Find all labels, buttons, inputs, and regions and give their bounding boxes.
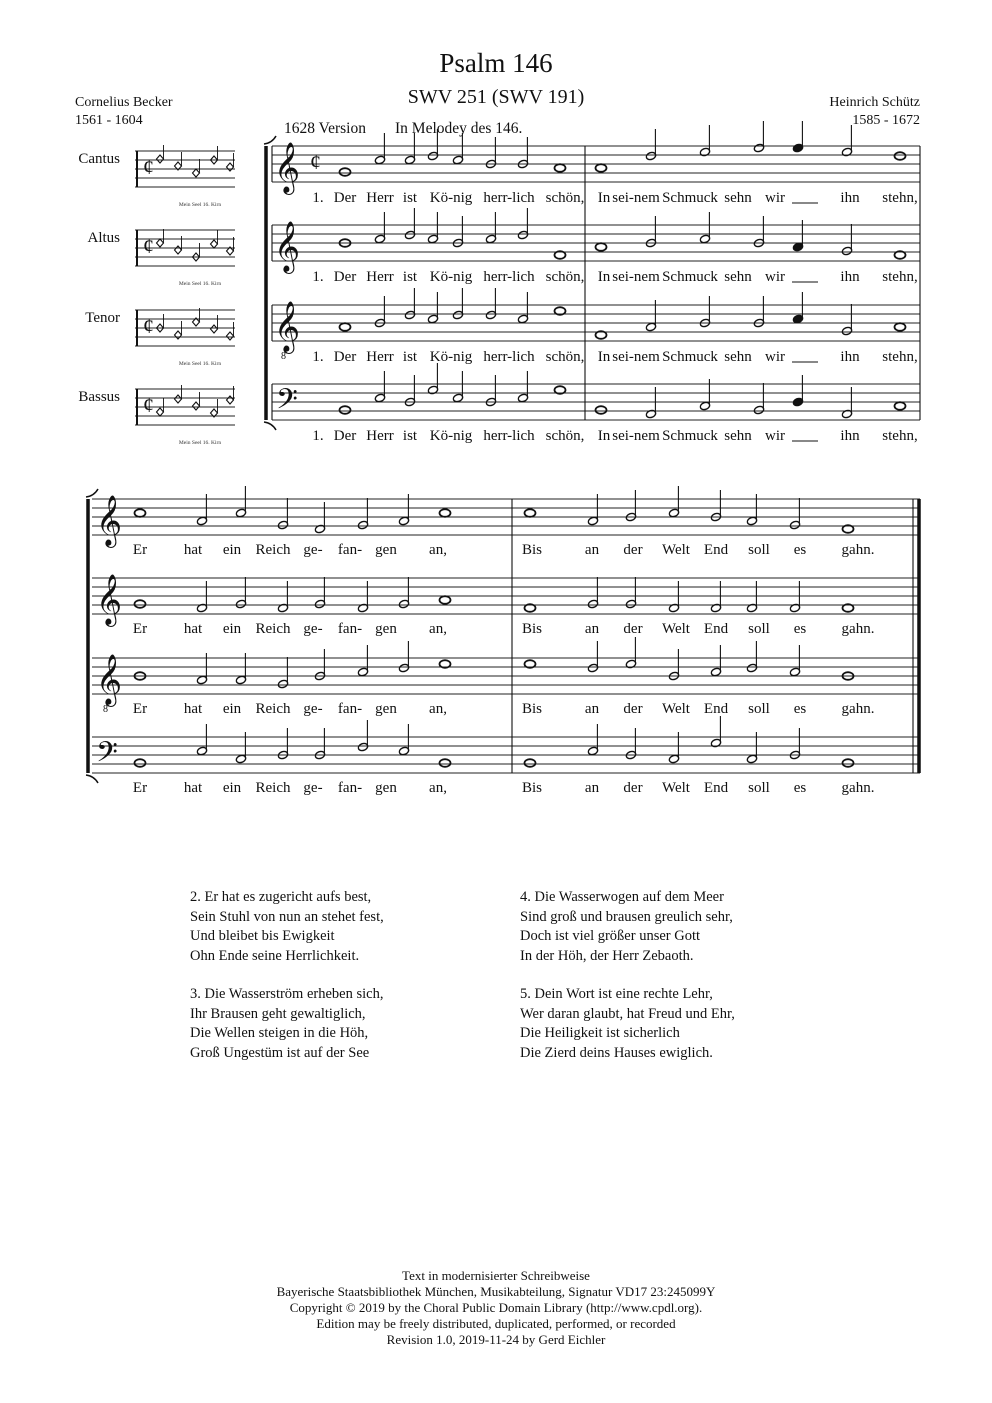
lyric-syllable: an bbox=[584, 542, 600, 558]
lyric-syllable: herr-lich bbox=[483, 349, 535, 365]
lyric-syllable: ge- bbox=[303, 621, 323, 637]
lyric-syllable: herr-lich bbox=[483, 190, 535, 206]
lyric-syllable: hat bbox=[183, 621, 203, 637]
incipit-note bbox=[211, 240, 218, 248]
lyric-syllable: End bbox=[703, 780, 729, 796]
lyric-syllable: sehn bbox=[724, 190, 752, 206]
lyric-syllable: sehn bbox=[724, 349, 752, 365]
incipit-note bbox=[227, 396, 234, 404]
verse-line: Groß Ungestüm ist auf der See bbox=[190, 1044, 370, 1061]
verse-line: Ohn Ende seine Herrlichkeit. bbox=[190, 947, 360, 964]
incipit-note bbox=[175, 395, 182, 403]
verse-line: Ihr Brausen geht gewaltiglich, bbox=[190, 1005, 366, 1022]
lyric-syllable: sei-nem bbox=[612, 269, 660, 285]
incipit-text: Mein Seel 16. Kirn bbox=[178, 361, 222, 367]
treble-clef-icon: 𝄞 bbox=[274, 222, 301, 271]
lyric-syllable: Bis bbox=[521, 780, 543, 796]
lyric-syllable: gahn. bbox=[841, 621, 875, 637]
lyric-syllable: gahn. bbox=[841, 542, 875, 558]
lyric-syllable: hat bbox=[183, 701, 203, 717]
lyric-syllable: End bbox=[703, 621, 729, 637]
verse-line: Und bleibet bis Ewigkeit bbox=[190, 928, 335, 944]
footer bbox=[0, 1268, 992, 1348]
lyric-syllable: fan- bbox=[337, 621, 363, 637]
treble-clef-icon: 𝄞 bbox=[96, 575, 123, 624]
lyric-syllable: 1. bbox=[312, 190, 324, 206]
note bbox=[895, 402, 906, 410]
lyric-syllable: an, bbox=[429, 780, 447, 796]
note bbox=[596, 164, 607, 172]
lyric-syllable: gen bbox=[375, 780, 397, 796]
lyric-syllable: Kö-nig bbox=[429, 428, 473, 444]
lyric-syllable: sehn bbox=[724, 428, 752, 444]
note bbox=[555, 164, 566, 172]
lyric-syllable: In bbox=[597, 428, 611, 444]
lyric-syllable: ein bbox=[222, 621, 242, 637]
lyric-syllable: wir bbox=[765, 428, 785, 444]
lyric-syllable: stehn, bbox=[882, 269, 918, 285]
lyric-syllable: Bis bbox=[521, 542, 543, 558]
cut-time-icon: ¢ bbox=[143, 392, 154, 417]
lyric-syllable: an bbox=[584, 780, 600, 796]
lyric-syllable: stehn, bbox=[882, 349, 918, 365]
composer-dates: 1585 - 1672 bbox=[852, 113, 920, 128]
page-title: Psalm 146 bbox=[439, 48, 553, 78]
lyric-syllable: wir bbox=[765, 349, 785, 365]
note bbox=[440, 759, 451, 767]
footer-revision: Revision 1.0, 2019-11-24 by Gerd Eichler bbox=[386, 1332, 606, 1347]
lyric-syllable: herr-lich bbox=[483, 269, 535, 285]
lyric-syllable: der bbox=[623, 621, 643, 637]
bass-clef-icon: 𝄢 bbox=[276, 385, 298, 422]
lyric-syllable: stehn, bbox=[882, 190, 918, 206]
composer-name: Heinrich Schütz bbox=[829, 95, 920, 110]
octave-8-mark: 8 bbox=[281, 351, 286, 362]
incipit-note bbox=[193, 169, 200, 177]
note bbox=[340, 168, 351, 176]
lyric-syllable: ihn bbox=[840, 269, 860, 285]
lyric-syllable: End bbox=[703, 701, 729, 717]
lyric-syllable: Reich bbox=[255, 780, 291, 796]
note bbox=[843, 759, 854, 767]
lyric-syllable: ist bbox=[402, 190, 418, 206]
lyric-syllable: sei-nem bbox=[612, 428, 660, 444]
catalog-subtitle: SWV 251 (SWV 191) bbox=[407, 86, 585, 108]
footer-license: Edition may be freely distributed, duplicated, performed, or recorded bbox=[316, 1316, 676, 1331]
lyric-syllable: Schmuck bbox=[662, 349, 718, 365]
lyric-syllable: der bbox=[623, 542, 643, 558]
note bbox=[135, 600, 146, 608]
lyric-syllable: Reich bbox=[255, 701, 291, 717]
lyric-syllable: fan- bbox=[337, 780, 363, 796]
note bbox=[440, 596, 451, 604]
cut-time-icon: ¢ bbox=[143, 233, 154, 258]
bass-clef-icon: 𝄢 bbox=[96, 738, 118, 775]
verse-line: Sein Stuhl von nun an stehet fest, bbox=[190, 908, 384, 925]
lyric-syllable: Welt bbox=[662, 701, 690, 717]
lyric-syllable: es bbox=[793, 701, 807, 717]
incipit-note bbox=[157, 239, 164, 247]
lyric-syllable: Der bbox=[333, 349, 357, 365]
verse-line: Sind groß und brausen greulich sehr, bbox=[520, 908, 733, 925]
lyric-syllable: 1. bbox=[312, 269, 324, 285]
lyric-syllable: hat bbox=[183, 780, 203, 796]
lyric-syllable: gahn. bbox=[841, 780, 875, 796]
footer-note: Text in modernisierter Schreibweise bbox=[402, 1268, 590, 1283]
octave-8-mark: 8 bbox=[103, 704, 108, 715]
lyric-syllable: soll bbox=[748, 780, 770, 796]
lyric-syllable: 1. bbox=[312, 349, 324, 365]
incipit-text: Mein Seel 16. Kirn bbox=[178, 202, 222, 208]
voice-name-cantus: Cantus bbox=[78, 151, 120, 167]
lyric-syllable: es bbox=[793, 621, 807, 637]
bracket-bottom-hook bbox=[264, 422, 276, 430]
lyric-syllable: Herr bbox=[366, 269, 394, 285]
lyric-syllable: sei-nem bbox=[612, 190, 660, 206]
bracket-bottom-hook bbox=[86, 775, 98, 783]
lyric-syllable: In bbox=[597, 269, 611, 285]
lyric-syllable: gen bbox=[375, 621, 397, 637]
footer-copyright: Copyright © 2019 by the Choral Public Domain Library (http://www.cpdl.org). bbox=[289, 1300, 703, 1315]
lyric-syllable: schön, bbox=[545, 190, 585, 206]
lyric-syllable: ge- bbox=[303, 701, 323, 717]
lyric-syllable: der bbox=[623, 780, 643, 796]
lyric-syllable: gahn. bbox=[841, 701, 875, 717]
lyric-syllable: ein bbox=[222, 701, 242, 717]
lyric-syllable: sei-nem bbox=[612, 349, 660, 365]
lyric-syllable: Welt bbox=[662, 542, 690, 558]
cut-time-icon: ¢ bbox=[143, 313, 154, 338]
cut-time-icon: ¢ bbox=[310, 149, 321, 174]
verse-line: 4. Die Wasserwogen auf dem Meer bbox=[520, 889, 724, 905]
lyric-syllable: Er bbox=[132, 701, 148, 717]
lyric-syllable: Schmuck bbox=[662, 269, 718, 285]
lyric-syllable: ist bbox=[402, 349, 418, 365]
lyric-syllable: schön, bbox=[545, 349, 585, 365]
note bbox=[525, 759, 536, 767]
lyric-syllable: soll bbox=[748, 621, 770, 637]
voice-name-tenor: Tenor bbox=[85, 310, 120, 326]
lyric-syllable: es bbox=[793, 542, 807, 558]
incipit-text: Mein Seel 16. Kirn bbox=[178, 281, 222, 287]
lyric-syllable: an bbox=[584, 621, 600, 637]
incipit-note bbox=[175, 246, 182, 254]
voice-name-bassus: Bassus bbox=[78, 389, 120, 405]
lyric-syllable: der bbox=[623, 701, 643, 717]
lyric-syllable: ein bbox=[222, 542, 242, 558]
incipit-text: Mein Seel 16. Kirn bbox=[178, 440, 222, 446]
note bbox=[340, 406, 351, 414]
lyric-syllable: Er bbox=[132, 621, 148, 637]
lyric-syllable: wir bbox=[765, 190, 785, 206]
lyric-syllable: ihn bbox=[840, 190, 860, 206]
lyric-syllable: End bbox=[703, 542, 729, 558]
verse-4 bbox=[520, 888, 820, 966]
treble-clef-icon: 𝄞 bbox=[274, 143, 301, 192]
note bbox=[895, 152, 906, 160]
lyric-syllable: Reich bbox=[255, 621, 291, 637]
lyric-syllable: Welt bbox=[662, 621, 690, 637]
lyric-syllable: Herr bbox=[366, 349, 394, 365]
lyric-syllable: gen bbox=[375, 701, 397, 717]
lyric-syllable: Welt bbox=[662, 780, 690, 796]
incipit-note bbox=[211, 325, 218, 333]
note bbox=[135, 509, 146, 517]
lyric-syllable: stehn, bbox=[882, 428, 918, 444]
verse-line: Wer daran glaubt, hat Freud und Ehr, bbox=[520, 1005, 735, 1022]
note bbox=[895, 323, 906, 331]
lyric-syllable: an bbox=[584, 701, 600, 717]
lyric-syllable: gen bbox=[375, 542, 397, 558]
verse-line: Die Wellen steigen in die Höh, bbox=[190, 1025, 369, 1041]
lyric-syllable: es bbox=[793, 780, 807, 796]
note bbox=[525, 509, 536, 517]
lyric-syllable: Reich bbox=[255, 542, 291, 558]
footer-source: Bayerische Staatsbibliothek München, Musikabteilung, Signatur VD17 23:245099Y bbox=[276, 1284, 716, 1299]
lyric-syllable: an, bbox=[429, 621, 447, 637]
verse-line: 3. Die Wasserström erheben sich, bbox=[190, 986, 384, 1002]
incipit-note bbox=[175, 331, 182, 339]
lyric-syllable: an, bbox=[429, 701, 447, 717]
lyric-syllable: Herr bbox=[366, 428, 394, 444]
note bbox=[340, 323, 351, 331]
lyric-syllable: schön, bbox=[545, 428, 585, 444]
voice-name-altus: Altus bbox=[87, 230, 120, 246]
incipit-note bbox=[157, 155, 164, 163]
lyric-syllable: Kö-nig bbox=[429, 190, 473, 206]
lyric-syllable: fan- bbox=[337, 701, 363, 717]
lyric-syllable: Kö-nig bbox=[429, 269, 473, 285]
lyric-syllable: ist bbox=[402, 428, 418, 444]
lyric-syllable: Er bbox=[132, 780, 148, 796]
lyric-syllable: In bbox=[597, 190, 611, 206]
lyric-syllable: soll bbox=[748, 542, 770, 558]
lyric-syllable: ist bbox=[402, 269, 418, 285]
verse-5 bbox=[520, 985, 820, 1063]
lyric-syllable: wir bbox=[765, 269, 785, 285]
poet-name: Cornelius Becker bbox=[75, 95, 173, 110]
lyric-syllable: an, bbox=[429, 542, 447, 558]
lyric-syllable: Herr bbox=[366, 190, 394, 206]
note bbox=[135, 759, 146, 767]
incipit-note bbox=[193, 402, 200, 410]
cut-time-icon: ¢ bbox=[143, 154, 154, 179]
verse-line: 5. Dein Wort ist eine rechte Lehr, bbox=[520, 986, 713, 1002]
verse-line: In der Höh, der Herr Zebaoth. bbox=[520, 947, 694, 964]
incipit-note bbox=[227, 163, 234, 171]
lyric-syllable: soll bbox=[748, 701, 770, 717]
note bbox=[596, 243, 607, 251]
treble-clef-icon: 𝄞 bbox=[274, 302, 301, 351]
verse-3 bbox=[190, 985, 490, 1063]
verse-line: Die Zierd deins Hauses ewiglich. bbox=[520, 1044, 713, 1061]
lyric-syllable: ge- bbox=[303, 780, 323, 796]
note bbox=[440, 509, 451, 517]
poet-dates: 1561 - 1604 bbox=[75, 113, 143, 128]
lyric-syllable: schön, bbox=[545, 269, 585, 285]
lyric-syllable: Der bbox=[333, 190, 357, 206]
verse-line: Die Heiligkeit ist sicherlich bbox=[520, 1025, 680, 1041]
lyric-syllable: In bbox=[597, 349, 611, 365]
lyric-syllable: hat bbox=[183, 542, 203, 558]
treble-clef-icon: 𝄞 bbox=[96, 496, 123, 545]
verse-line: Doch ist viel größer unser Gott bbox=[520, 928, 701, 944]
lyric-syllable: ihn bbox=[840, 349, 860, 365]
lyric-syllable: fan- bbox=[337, 542, 363, 558]
lyric-syllable: Kö-nig bbox=[429, 349, 473, 365]
lyric-syllable: Er bbox=[132, 542, 148, 558]
incipit-note bbox=[157, 408, 164, 416]
lyric-syllable: ge- bbox=[303, 542, 323, 558]
lyric-syllable: 1. bbox=[312, 428, 324, 444]
lyric-syllable: Der bbox=[333, 269, 357, 285]
lyric-syllable: Der bbox=[333, 428, 357, 444]
verse-line: 2. Er hat es zugericht aufs best, bbox=[190, 889, 372, 905]
lyric-syllable: Bis bbox=[521, 701, 543, 717]
lyric-syllable: Bis bbox=[521, 621, 543, 637]
lyric-syllable: ein bbox=[222, 780, 242, 796]
lyric-syllable: sehn bbox=[724, 269, 752, 285]
note bbox=[596, 406, 607, 414]
lyric-syllable: ihn bbox=[840, 428, 860, 444]
melody-label: In Melodey des 146. bbox=[395, 120, 523, 137]
lyric-syllable: Schmuck bbox=[662, 428, 718, 444]
verse-2 bbox=[190, 888, 490, 966]
incipit-note bbox=[227, 332, 234, 340]
lyric-syllable: herr-lich bbox=[483, 428, 535, 444]
version-label: 1628 Version bbox=[284, 120, 366, 137]
lyric-syllable: Schmuck bbox=[662, 190, 718, 206]
treble-clef-icon: 𝄞 bbox=[96, 655, 123, 704]
